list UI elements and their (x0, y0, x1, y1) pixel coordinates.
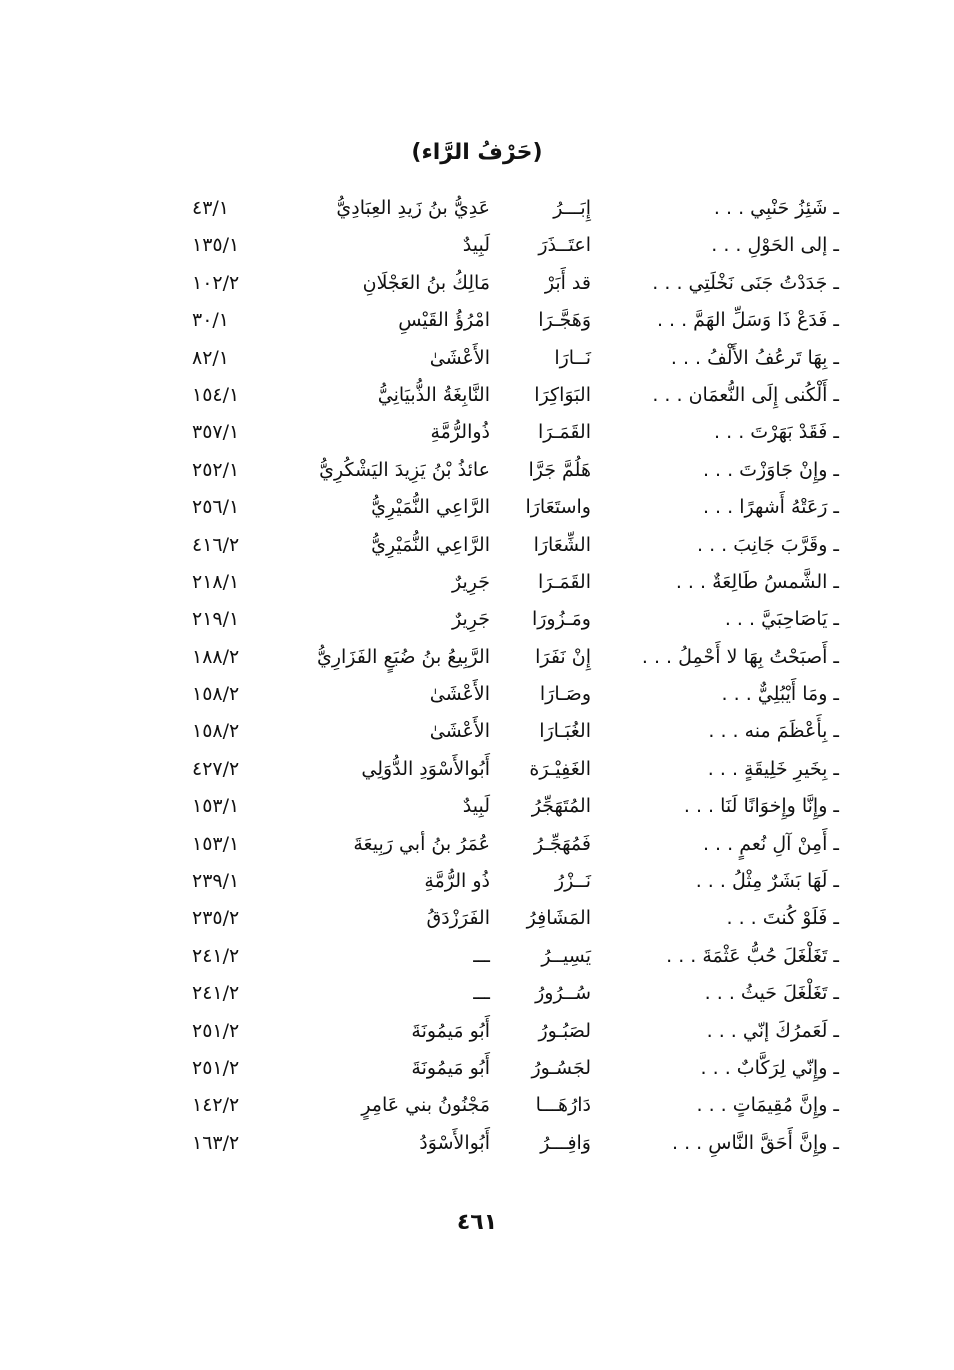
volume-page-reference: ٣٥٧/١ (192, 421, 240, 444)
verse-entry (0, 1050, 954, 1087)
verse-opening: ـ لَعَمرُكَ إنّي . . . (706, 1019, 839, 1042)
volume-page-reference: ٤١٦/٢ (192, 533, 240, 556)
volume-page-reference: ١٥٣/١ (192, 795, 240, 818)
verse-entry (0, 788, 954, 825)
rhyme-word: اعتَــذَرَ (538, 234, 591, 257)
rhyme-word: إِنْ نَفَرَا (535, 645, 591, 668)
poet-name: ـــ (473, 982, 490, 1005)
volume-page-reference: ٢٣٩/١ (192, 870, 240, 893)
verse-opening: ـ وإِنَّا وإِخوَانًا لَنَا . . . (683, 795, 839, 818)
verse-opening: ـ فَقَدْ بَهَرْتَ . . . (714, 421, 839, 444)
verse-entry (0, 340, 954, 377)
poet-name: مَالِكُ بنُ العَجْلَانِ (362, 271, 490, 294)
verse-opening: ـ تَغَلْغَلَ حَيثُ . . . (704, 982, 839, 1005)
poet-name: لَبِيدٌ (462, 795, 490, 818)
poet-name: لَبِيدٌ (462, 234, 490, 257)
verse-opening: ـ وقَرَّبَ جَانِبَ . . . (697, 533, 839, 556)
verse-opening: ـ فَدَعْ ذَا وَسَلِّ الهَمَّ . . . (656, 309, 839, 332)
verse-entry (0, 527, 954, 564)
verse-opening: ـ أَمِنْ آلِ نُعمٍ . . . (702, 832, 839, 855)
rhyme-word: نَــزْرُ (554, 870, 591, 893)
rhyme-word: الغُبَـارَا (539, 720, 591, 743)
verse-entry (0, 227, 954, 264)
poet-name: ذُو الرُّمَّةِ (424, 870, 490, 893)
rhyme-word: البَوَاكِرَا (534, 383, 591, 406)
verse-opening: ـ شَئِزُ حَنْبِي . . . (713, 197, 839, 219)
volume-page-reference: ٢١٨/١ (192, 570, 240, 593)
volume-page-reference: ٢٥١/٢ (192, 1019, 240, 1042)
poet-name: ذُوالرُّمَّةِ (430, 421, 490, 444)
verse-opening: ـ بِهَا تَرعُفُ الأَلْفُ . . . (670, 346, 839, 369)
poet-name: الفَرَزْدَقُ (426, 907, 490, 930)
verse-opening: ـ لَهَا بَشَرٌ مِثْلُ . . . (695, 870, 839, 893)
volume-page-reference: ٢٥١/٢ (192, 1056, 240, 1079)
volume-page-reference: ٢١٩/١ (192, 608, 240, 631)
rhyme-word: المُتَهَجِّرُ (531, 795, 591, 818)
rhyme-word: القَمَـرَا (538, 570, 591, 593)
poet-name: النَّابِغَةُ الذُّبيَانِيُّ (377, 383, 490, 406)
volume-page-reference: ٢٣٥/٢ (192, 907, 240, 930)
volume-page-reference: ٣٠/١ (192, 309, 230, 332)
volume-page-reference: ١٥٨/٢ (192, 720, 240, 743)
poet-name: ـــ (473, 944, 490, 967)
volume-page-reference: ١٨٨/٢ (192, 645, 240, 668)
poet-name: الأَعْشَىٰ (429, 346, 490, 369)
verse-entry (0, 938, 954, 975)
volume-page-reference: ٢٥٢/١ (192, 458, 240, 481)
rhyme-word: فَمُهَجِّـرُ (533, 832, 591, 855)
poet-name: جَرِيرٌ (452, 570, 490, 593)
rhyme-word: سُــرُورُ (535, 982, 591, 1005)
poet-name: الرَّاعِي النُّمَيْرِيُّ (371, 496, 490, 519)
verse-opening: ـ رَعَتْهُ أَشهرًا . . . (702, 496, 839, 519)
verse-entry (0, 900, 954, 937)
verse-entry (0, 302, 954, 339)
section-heading: (حَرْفُ الرَّاء) (411, 140, 543, 165)
volume-page-reference: ١٣٥/١ (192, 234, 240, 257)
verse-opening: ـ إلى الحَوْلِ . . . (711, 234, 839, 257)
rhyme-word: القَمَـرَا (538, 421, 591, 444)
rhyme-word: وصَـارَا (539, 683, 591, 706)
verse-entry (0, 826, 954, 863)
volume-page-reference: ١٥٨/٢ (192, 683, 240, 706)
poet-name: الأَعْشَىٰ (429, 720, 490, 743)
volume-page-reference: ٢٤١/٢ (192, 982, 240, 1005)
verse-entry (0, 452, 954, 489)
rhyme-word: ومَـزُورَا (531, 608, 591, 631)
verse-opening: ـ وإِنّي لِرَكَّابٌ . . . (700, 1056, 839, 1079)
verse-entry (0, 863, 954, 900)
verse-opening: ـ الشَّمسُ طَالِعَةٌ . . . (675, 570, 839, 593)
verse-entry (0, 676, 954, 713)
verse-entry (0, 713, 954, 750)
page-number: ٤٦١ (456, 1210, 498, 1235)
rhyme-word: دَارُهَـــا (535, 1094, 591, 1117)
poet-name: أَبُو مَيمُونَةَ (411, 1056, 490, 1079)
rhyme-word: الشِّعَارَا (533, 533, 591, 556)
poet-name: أَبُوالأَسْوَدُ (419, 1131, 490, 1154)
verse-opening: ـ بِخَيرِ خَلِيقَةٍ . . . (707, 757, 839, 780)
verse-entry (0, 377, 954, 414)
volume-page-reference: ١٥٤/١ (192, 383, 240, 406)
verse-opening: ـ أَلْكُنى إِلَى النُّعمَان . . . (652, 383, 839, 406)
rhyme-word: واستَعَارَا (525, 496, 591, 519)
poet-name: الرَّبِيعُ بنُ ضُبَعٍ الفَزَارِيُّ (316, 645, 490, 668)
verse-opening: ـ جَدَدْتُ جَنَى نَخْلَتِي . . . (652, 271, 839, 294)
verse-entry (0, 564, 954, 601)
volume-page-reference: ٢٤١/٢ (192, 944, 240, 967)
verse-entry (0, 751, 954, 788)
verse-opening: ـ فَلَوْ كُنتَ . . . (726, 907, 839, 930)
verse-entry (0, 639, 954, 676)
poet-name: مَجْنُونُ بني عَامِرٍ (361, 1094, 490, 1117)
rhyme-word: إِبَـــرُ (553, 197, 591, 219)
rhyme-word: لجَسُـورُ (531, 1056, 591, 1079)
verse-opening: ـ وإِنَّ مُقِيمَاتٍ . . . (696, 1094, 839, 1117)
volume-page-reference: ١٦٣/٢ (192, 1131, 240, 1154)
volume-page-reference: ١٠٢/٢ (192, 271, 240, 294)
volume-page-reference: ١٤٢/٢ (192, 1094, 240, 1117)
verse-entry (0, 190, 954, 227)
poet-name: عائذُ بْنُ يَزِيدَ اليَشْكُرِيُّ (319, 458, 490, 481)
volume-page-reference: ٤٢٧/٢ (192, 757, 240, 780)
verse-opening: ـ تَغَلْغَلَ حُبُّ عَثْمَةَ . . . (666, 944, 839, 967)
rhyme-word: لصَبُـورُ (538, 1019, 591, 1042)
verse-opening: ـ أَصبَحْتُ بِهَا لا أَحْمِلُ . . . (641, 645, 839, 668)
verse-opening: ـ وإِنْ جَاوَزْتَ . . . (702, 458, 839, 481)
verse-opening: ـ ومَا أَيْبُلِيٌّ . . . (721, 683, 839, 706)
verse-entry (0, 975, 954, 1012)
verse-entry (0, 489, 954, 526)
poet-name: عُمَرُ بنُ أبي رَبِيعَةَ (353, 832, 490, 855)
rhyme-word: وَهَجَّـرَا (538, 309, 591, 332)
poet-name: الرَّاعِي النُّمَيْرِيُّ (371, 533, 490, 556)
verse-opening: ـ يَاصَاحِبَيَّ . . . (724, 608, 839, 631)
poet-name: أَبُوالأَسْوَدِ الدُّوَلِي (361, 757, 490, 780)
verse-opening: ـ بِأَعْظَمَ منه . . . (708, 720, 839, 743)
poet-name: جَرِيرٌ (452, 608, 490, 631)
verse-index-list (0, 190, 954, 1162)
volume-page-reference: ١٥٣/١ (192, 832, 240, 855)
poet-name: امْرُؤُ القَيْسِ (398, 309, 490, 332)
volume-page-reference: ٤٣/١ (192, 197, 230, 219)
verse-entry (0, 1125, 954, 1162)
volume-page-reference: ٢٥٦/١ (192, 496, 240, 519)
poet-name: عَدِيُّ بنُ زَيدِ العِبَادِيُّ (336, 197, 490, 219)
verse-entry (0, 265, 954, 302)
rhyme-word: وَافِـــرُ (540, 1131, 591, 1154)
verse-opening: ـ وإِنَّ أَحَقَّ النَّاسِ . . . (672, 1131, 839, 1154)
verse-entry (0, 1013, 954, 1050)
verse-entry (0, 601, 954, 638)
rhyme-word: قد أَبَرْ (544, 271, 591, 294)
rhyme-word: المَشَافِرُ (526, 907, 591, 930)
verse-entry (0, 414, 954, 451)
rhyme-word: يَسِيــرُ (541, 944, 591, 967)
poet-name: الأَعْشَىٰ (429, 683, 490, 706)
poet-name: أَبُو مَيمُونَةَ (411, 1019, 490, 1042)
volume-page-reference: ٨٢/١ (192, 346, 230, 369)
verse-entry (0, 1087, 954, 1124)
rhyme-word: نَــارَا (554, 346, 591, 369)
rhyme-word: هَلُمَّ جَرَّا (528, 458, 591, 481)
rhyme-word: الغَفِيْـرَة (529, 757, 591, 780)
